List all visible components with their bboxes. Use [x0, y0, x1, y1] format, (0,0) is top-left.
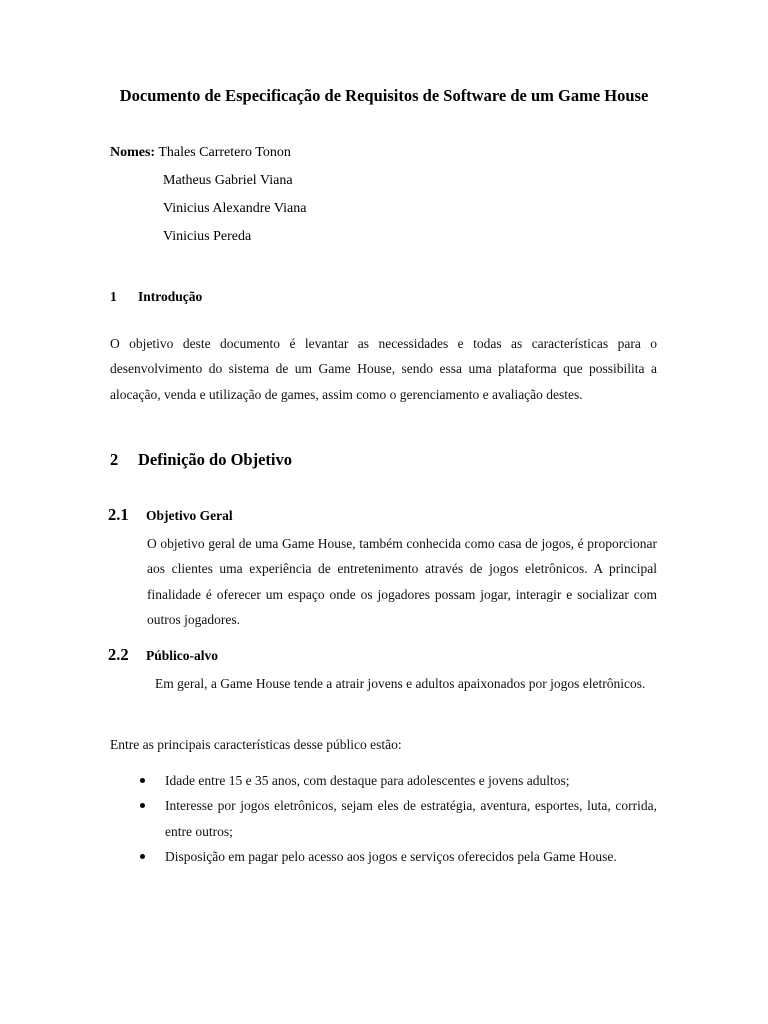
subsection-heading-publico-alvo [108, 645, 218, 665]
objetivo-geral-paragraph: O objetivo geral de uma Game House, também conhecida como casa de jogos, é proporcionar aos clientes uma experiência de entretenimento através de jogos eletrônicos. A principal finalidade é oferecer um espaço onde os jogadores possam jogar, interagir e socializar com outros jogadores. [147, 536, 657, 627]
author-row [110, 171, 306, 199]
author-row [110, 227, 306, 255]
bullet-icon [140, 854, 145, 859]
author-name: Vinicius Pereda [163, 229, 252, 244]
authors-label: Nomes: [110, 145, 156, 160]
section-heading-definicao [110, 450, 292, 470]
subsection-heading-objetivo-geral [108, 505, 233, 525]
publico-alvo-paragraph: Em geral, a Game House tende a atrair jovens e adultos apaixonados por jogos eletrônicos. [155, 676, 646, 691]
authors-block [110, 143, 306, 255]
list-item-text: Idade entre 15 e 35 anos, com destaque para adolescentes e jovens adultos; [165, 773, 570, 788]
author-name: Thales Carretero Tonon [158, 145, 291, 160]
document-title: Documento de Especificação de Requisitos de Software de um Game House [119, 86, 649, 105]
section-heading-text: Definição do Objetivo [138, 450, 292, 469]
bullet-icon [140, 803, 145, 808]
section-heading-text: Introdução [138, 289, 203, 304]
section-heading-introducao [110, 289, 202, 305]
author-row [110, 143, 306, 171]
author-name: Vinicius Alexandre Viana [163, 201, 307, 216]
subsection-number: 2.2 [108, 645, 129, 664]
list-item [135, 844, 657, 869]
author-row [110, 199, 306, 227]
publico-alvo-intro-line: Entre as principais características desse público estão: [110, 737, 402, 752]
intro-paragraph: O objetivo deste documento é levantar as necessidades e todas as características para o desenvolvimento do sistema de um Game House, sendo essa uma plataforma que possibilita a alocação, venda e utilização de games, assim como o gerenciamento e avaliação destes. [110, 336, 657, 402]
publico-alvo-list [135, 768, 657, 869]
subsection-heading-text: Público-alvo [146, 648, 219, 663]
subsection-number: 2.1 [108, 505, 129, 524]
section-number: 1 [110, 289, 117, 304]
list-item-text: Interesse por jogos eletrônicos, sejam eles de estratégia, aventura, esportes, luta, corrida, entre outros; [165, 798, 657, 839]
bullet-icon [140, 778, 145, 783]
list-item [135, 793, 657, 844]
section-number: 2 [110, 450, 119, 469]
list-item [135, 768, 657, 793]
list-item-text: Disposição em pagar pelo acesso aos jogos e serviços oferecidos pela Game House. [165, 848, 617, 864]
subsection-heading-text: Objetivo Geral [146, 508, 233, 523]
author-name: Matheus Gabriel Viana [163, 173, 293, 188]
